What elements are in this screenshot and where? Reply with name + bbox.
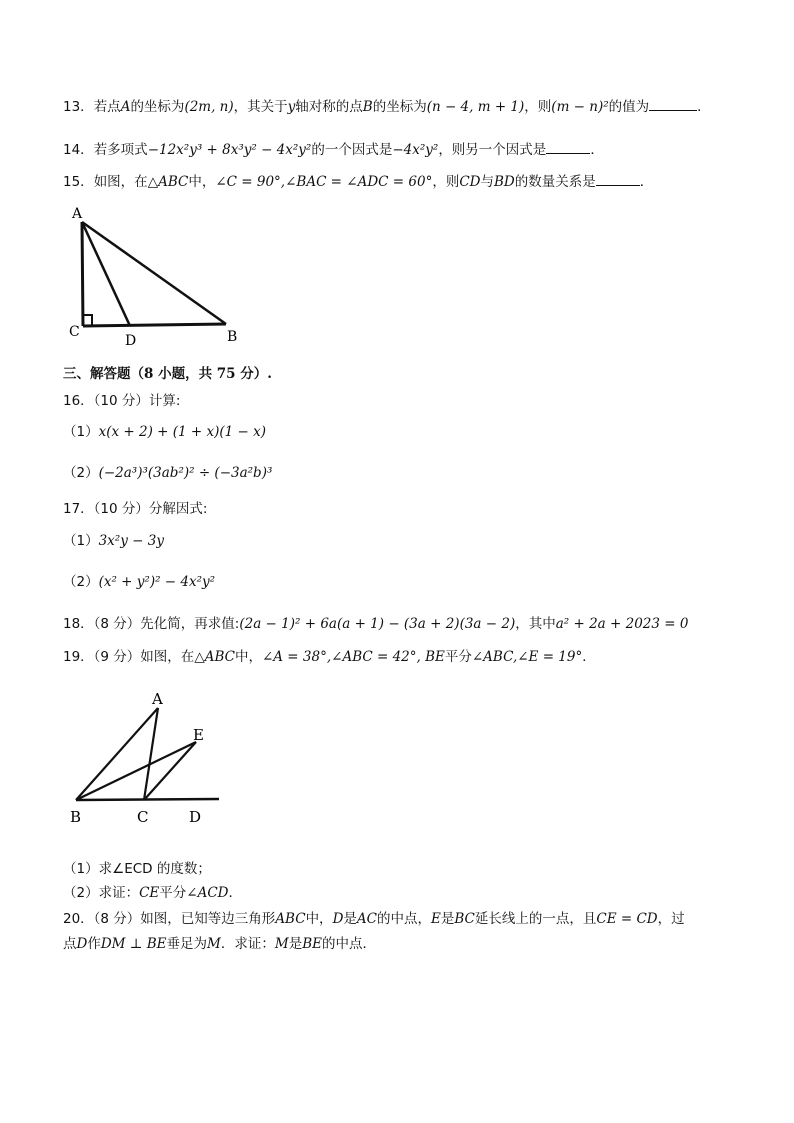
answer-blank[interactable] bbox=[596, 173, 640, 186]
q14-number: 14． bbox=[63, 142, 94, 158]
question-20: 20．（8 分）如图，已知等边三角形ABC中，D是AC的中点，E是BC延长线上的一点，且CE = CD，过 bbox=[63, 911, 685, 927]
segment-AB bbox=[82, 222, 226, 324]
question-20-line-2: 点D作DM ⊥ BE垂足为M．求证：M是BE的中点． bbox=[63, 936, 376, 952]
question-15: 15．如图，在△ABC中，∠C = 90°,∠BAC = ∠ADC = 60°，则CD与BD的数量关系是 ． bbox=[63, 174, 654, 190]
question-17: 17．（10 分）分解因式: bbox=[63, 501, 208, 517]
segment-AC bbox=[82, 222, 83, 326]
q19-part-1: （1）求∠ECD 的度数； bbox=[63, 861, 211, 877]
question-14: 14．若多项式−12x²y³ + 8x³y² − 4x²y²的一个因式是−4x²y²，则另一个因式是 ． bbox=[63, 142, 604, 158]
answer-blank[interactable] bbox=[649, 98, 697, 111]
segment-CB bbox=[83, 324, 226, 326]
segment-BE bbox=[76, 742, 196, 800]
q19-figure bbox=[62, 686, 232, 831]
q19-part-2: （2）求证：CE平分∠ACD． bbox=[63, 885, 242, 901]
q17-part-2: （2）(x² + y²)² − 4x²y² bbox=[63, 574, 216, 590]
q16-part-1: （1）x(x + 2) + (1 + x)(1 − x) bbox=[63, 424, 266, 440]
question-18: 18．（8 分）先化简，再求值:(2a − 1)² + 6a(a + 1) − (3a + 2)(3a − 2)，其中a² + 2a + 2023 = 0 bbox=[63, 616, 689, 632]
segment-BD bbox=[76, 799, 219, 800]
section-heading: 三、解答题（8 小题，共 75 分）. bbox=[63, 366, 272, 382]
label-D: D bbox=[189, 808, 202, 826]
label-C: C bbox=[69, 324, 80, 340]
label-A: A bbox=[72, 206, 83, 222]
label-B: B bbox=[70, 808, 82, 826]
q17-part-1: （1）3x²y − 3y bbox=[63, 533, 164, 549]
question-13: 13．若点A的坐标为(2m, n)，其关于y轴对称的点B的坐标为(n − 4, m + 1)，则(m − n)²的值为 ． bbox=[63, 99, 711, 115]
q15-triangle-figure bbox=[62, 202, 252, 352]
label-E: E bbox=[193, 726, 204, 744]
answer-blank[interactable] bbox=[546, 141, 590, 154]
q13-number: 13． bbox=[63, 99, 94, 115]
question-16: 16．（10 分）计算: bbox=[63, 393, 181, 409]
label-D: D bbox=[125, 333, 137, 349]
q16-part-2: （2）(−2a³)³(3ab²)² ÷ (−3a²b)³ bbox=[63, 465, 273, 481]
label-C: C bbox=[137, 808, 149, 826]
label-A: A bbox=[152, 690, 163, 708]
q15-number: 15． bbox=[63, 174, 94, 190]
question-19: 19．（9 分）如图，在△ABC中，∠A = 38°,∠ABC = 42°, BE平分∠ABC,∠E = 19°． bbox=[63, 649, 596, 665]
label-B: B bbox=[227, 329, 238, 345]
